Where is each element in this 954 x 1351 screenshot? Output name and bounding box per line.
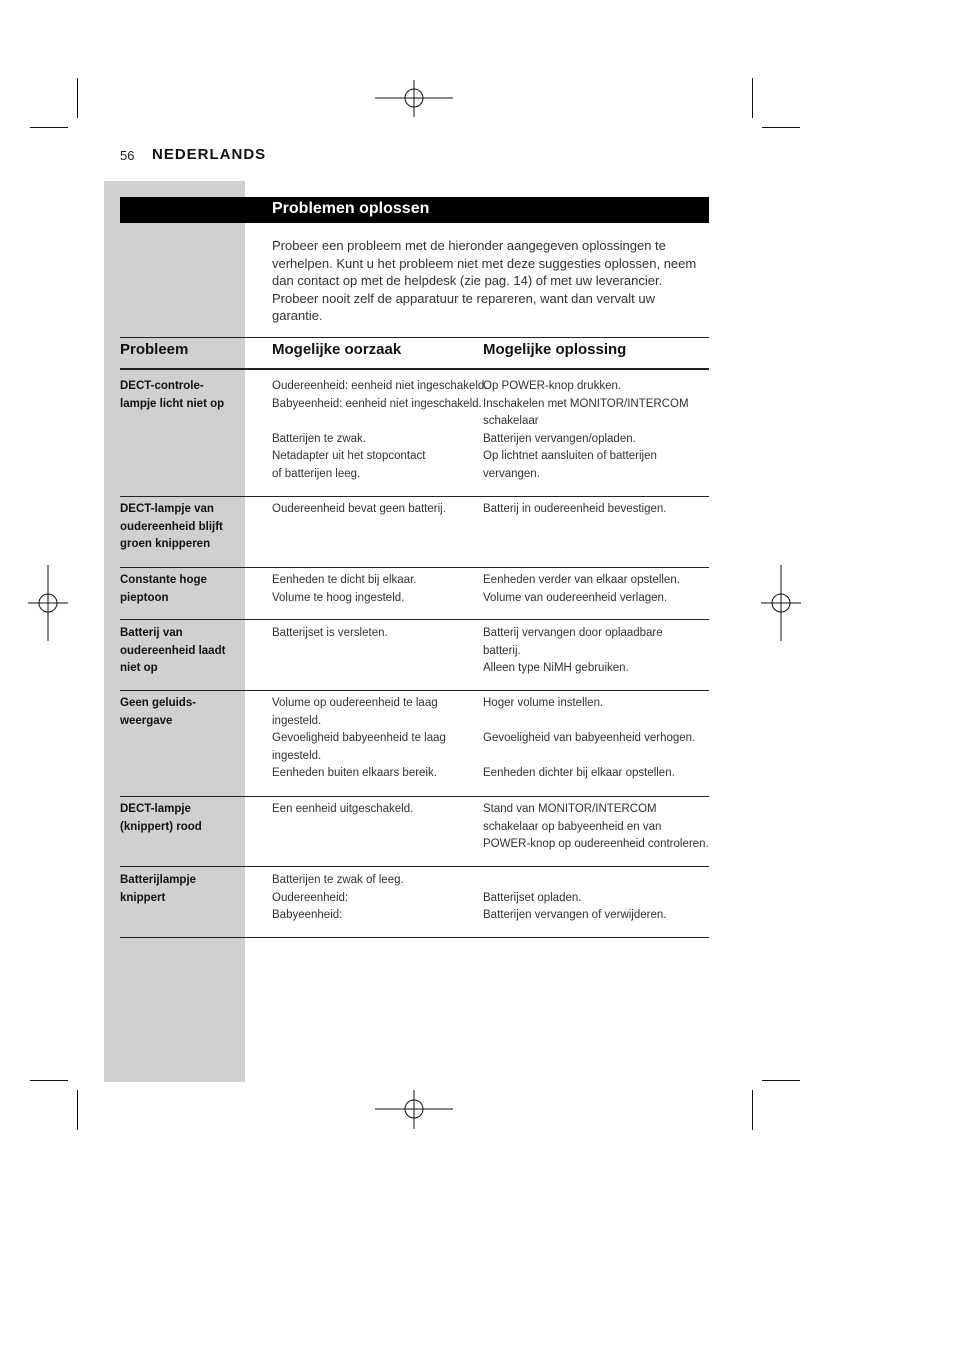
solution-line: Volume van oudereenheid verlagen. (483, 591, 668, 604)
registration-mark-bottom (375, 1090, 455, 1130)
crop-mark-bottom-right-h (762, 1080, 800, 1081)
cause-line: Gevoeligheid babyeenheid te laag (272, 732, 446, 745)
solution-line: Alleen type NiMH gebruiken. (483, 662, 629, 675)
solution-line: POWER-knop op oudereenheid controleren. (483, 838, 709, 851)
problem-line: Constante hoge (120, 574, 207, 586)
row-divider (120, 567, 709, 568)
solution-line: schakelaar (483, 415, 539, 428)
cause-line: Oudereenheid: eenheid niet ingeschakeld. (272, 380, 488, 392)
column-header-solution: Mogelijke oplossing (483, 341, 627, 358)
solution-cell (483, 872, 709, 925)
problem-line: DECT-lampje van (120, 503, 214, 515)
intro-line: garantie. (272, 308, 323, 324)
crop-mark-bottom-left-h (30, 1080, 68, 1081)
problem-line: groen knipperen (120, 538, 211, 551)
solution-line: schakelaar op babyeenheid en van (483, 820, 662, 833)
problem-line: oudereenheid laadt (120, 644, 226, 657)
problem-line: weergave (120, 714, 173, 727)
cause-line: Volume te hoog ingesteld. (272, 591, 405, 604)
row-divider (120, 690, 709, 691)
solution-line (483, 872, 709, 890)
solution-line (483, 713, 709, 731)
intro-line: dan contact op met de helpdesk (zie pag. 14) of met uw leverancier. (272, 273, 663, 289)
crop-mark-top-right-v (752, 78, 753, 118)
solution-line: Op POWER-knop drukken. (483, 380, 622, 392)
cause-line: ingesteld. (272, 714, 322, 727)
intro-line: Probeer een probleem met de hieronder aangegeven oplossingen te (272, 238, 666, 253)
cause-cell (272, 572, 480, 607)
problem-cell (120, 872, 242, 907)
solution-line: batterij. (483, 644, 521, 657)
solution-cell (483, 501, 709, 519)
cause-line: Eenheden buiten elkaars bereik. (272, 767, 437, 780)
solution-line: Inschakelen met MONITOR/INTERCOM (483, 397, 689, 410)
column-header-problem: Probleem (120, 341, 189, 358)
problem-line: oudereenheid blijft (120, 520, 223, 533)
cause-line: Babyeenheid: eenheid niet ingeschakeld. (272, 397, 482, 410)
registration-mark-top (375, 80, 455, 118)
crop-mark-bottom-left-v (77, 1090, 78, 1130)
problem-cell (120, 572, 242, 607)
cause-line (272, 413, 480, 431)
table-header-rule (120, 368, 709, 370)
cause-cell (272, 695, 480, 783)
crop-mark-top-right-h (762, 127, 800, 128)
solution-line: vervangen. (483, 467, 540, 480)
cause-line: ingesteld. (272, 749, 322, 762)
solution-cell (483, 572, 709, 607)
problem-cell (120, 695, 242, 730)
problem-line: pieptoon (120, 591, 169, 604)
cause-cell (272, 801, 480, 819)
problem-cell (120, 801, 242, 836)
cause-line: Oudereenheid bevat geen batterij. (272, 503, 446, 515)
solution-line: Hoger volume instellen. (483, 697, 604, 709)
cause-cell (272, 872, 480, 925)
problem-line: Batterij van (120, 627, 183, 639)
cause-line: Batterijen te zwak of leeg. (272, 874, 404, 886)
crop-mark-top-left-v (77, 78, 78, 118)
cause-line: Batterijen te zwak. (272, 432, 366, 445)
problem-cell (120, 378, 242, 413)
cause-line: of batterijen leeg. (272, 467, 361, 480)
row-divider (120, 796, 709, 797)
problem-cell (120, 625, 242, 678)
cause-cell (272, 378, 488, 484)
solution-line: Batterijen vervangen/opladen. (483, 432, 636, 445)
cause-line: Oudereenheid: (272, 891, 349, 904)
solution-line: Stand van MONITOR/INTERCOM (483, 803, 657, 815)
row-divider (120, 866, 709, 867)
problem-line: Geen geluids- (120, 697, 197, 709)
section-title: Problemen oplossen (272, 200, 430, 217)
problem-line: knippert (120, 891, 166, 904)
registration-mark-left (28, 565, 70, 641)
cause-line: Volume op oudereenheid te laag (272, 697, 438, 709)
intro-line: Probeer nooit zelf de apparatuur te repareren, want dan vervalt uw (272, 290, 656, 306)
column-header-cause: Mogelijke oorzaak (272, 341, 402, 358)
solution-line (483, 748, 709, 766)
solution-line: Eenheden dichter bij elkaar opstellen. (483, 767, 675, 780)
cause-line: Netadapter uit het stopcontact (272, 450, 426, 463)
solution-cell (483, 695, 709, 783)
cause-cell (272, 501, 480, 519)
row-divider (120, 619, 709, 620)
problem-line: lampje licht niet op (120, 397, 225, 410)
solution-line: Gevoeligheid van babyeenheid verhogen. (483, 732, 696, 745)
row-divider (120, 496, 709, 497)
solution-line: Op lichtnet aansluiten of batterijen (483, 450, 657, 463)
problem-line: Batterijlampje (120, 874, 197, 886)
cause-cell (272, 625, 480, 643)
intro-paragraph (272, 237, 702, 325)
problem-line: niet op (120, 662, 158, 675)
solution-line: Batterijset opladen. (483, 891, 582, 904)
page-number: 56 (120, 148, 135, 163)
solution-cell (483, 625, 709, 678)
solution-line: Eenheden verder van elkaar opstellen. (483, 574, 680, 586)
solution-cell (483, 801, 709, 854)
cause-line: Een eenheid uitgeschakeld. (272, 803, 414, 815)
cause-line: Batterijset is versleten. (272, 627, 388, 639)
cause-line: Eenheden te dicht bij elkaar. (272, 574, 417, 586)
solution-cell (483, 378, 709, 484)
crop-mark-top-left-h (30, 127, 68, 128)
solution-line: Batterij vervangen door oplaadbare (483, 627, 663, 639)
problem-line: DECT-controle- (120, 380, 204, 392)
table-bottom-rule (120, 937, 709, 938)
cause-line: Babyeenheid: (272, 909, 343, 922)
solution-line: Batterijen vervangen of verwijderen. (483, 909, 667, 922)
solution-line: Batterij in oudereenheid bevestigen. (483, 503, 667, 515)
intro-line: verhelpen. Kunt u het probleem niet met deze suggesties oplossen, neem (272, 255, 697, 271)
language-heading: NEDERLANDS (152, 146, 267, 163)
problem-cell (120, 501, 242, 554)
problem-line: (knippert) rood (120, 820, 202, 833)
table-top-rule (120, 337, 709, 338)
registration-mark-right (761, 565, 803, 641)
crop-mark-bottom-right-v (752, 1090, 753, 1130)
problem-line: DECT-lampje (120, 803, 191, 815)
